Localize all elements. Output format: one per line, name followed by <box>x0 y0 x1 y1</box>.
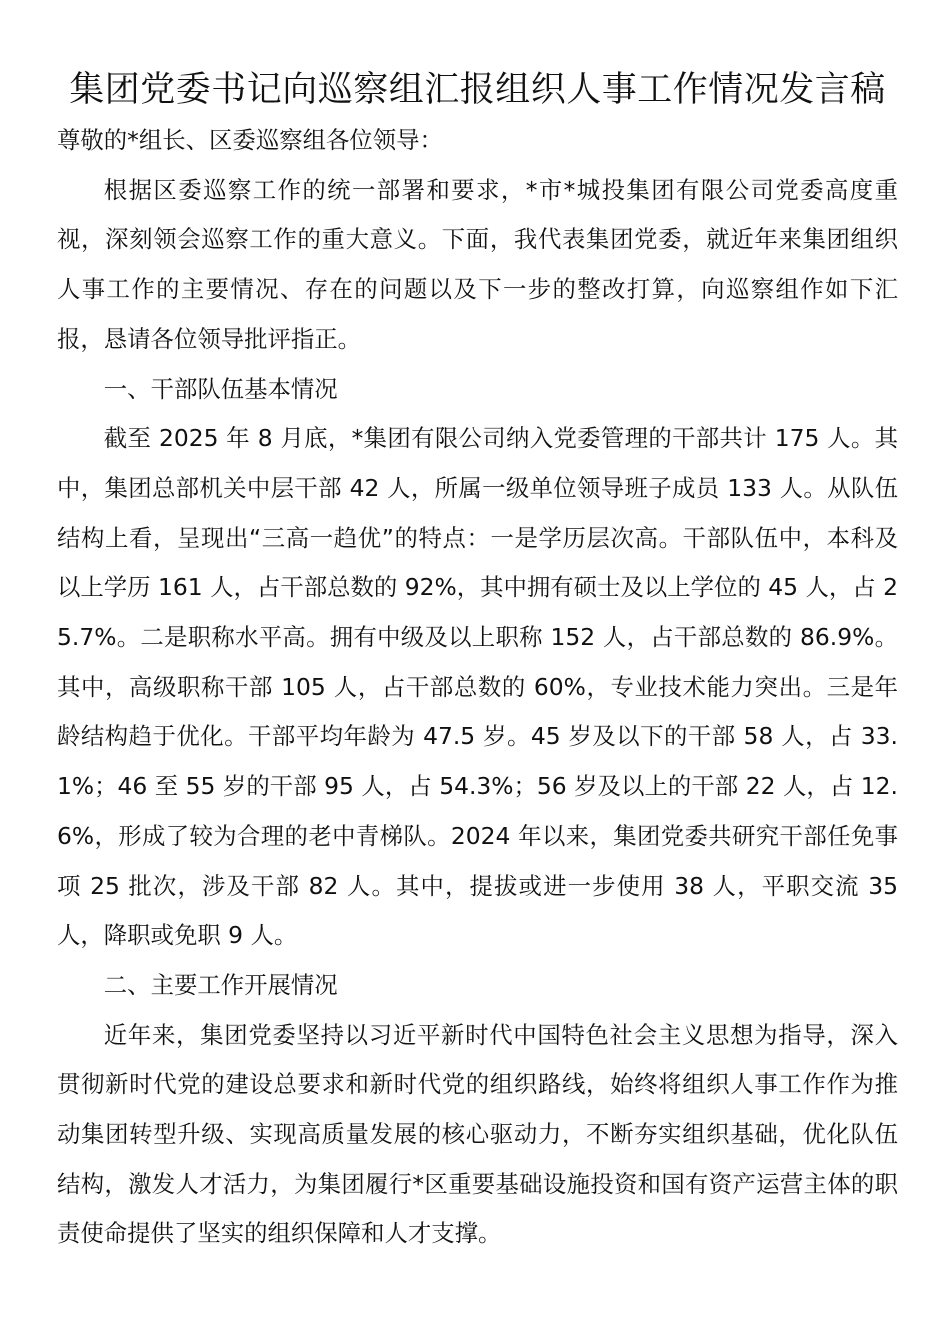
section-heading-main-work: 二、主要工作开展情况 <box>103 970 338 999</box>
document-title: 集团党委书记向巡察组汇报组织人事工作情况发言稿 <box>69 70 886 110</box>
section-paragraph-cadre-overview: 截至 2025 年 8 月底，*集团有限公司纳入党委管理的干部共计 175 人。其中，集团总部机关中层干部 42 人，所属一级单位领导班子成员 133 人。从队伍结构上看，呈现出“三高一趋优”的特点：一是学历层次高。干部队伍中，本科及以上学历 161 人，占干部总数的 92%，其中拥有硕士及以上学位的 45 人，占 25.7%。二是职称水平高。拥有中级及以上职称 152 人，占干部总数的 86.9%。其中，高级职称干部 105 人，占干部总数的 60%，专业技术能力突出。三是年龄结构趋于优化。干部平均年龄为 47.5 岁。45 岁及以下的干部 58 人，占 33.1%；46 至 55 岁的干部 95 人，占 54.3%；56 岁及以上的干部 22 人，占 12.6%，形成了较为合理的老中青梯队。2024 年以来，集团党委共研究干部任免事项 25 批次，涉及干部 82 人。其中，提拔或进一步使用 38 人，平职交流 35 人，降职或免职 9 人。 <box>57 424 898 950</box>
intro-paragraph: 根据区委巡察工作的统一部署和要求，*市*城投集团有限公司党委高度重视，深刻领会巡察工作的重大意义。下面，我代表集团党委，就近年来集团组织人事工作的主要情况、存在的问题以及下一步的整改打算，向巡察组作如下汇报，恳请各位领导批评指正。 <box>57 175 898 353</box>
salutation: 尊敬的*组长、区委巡察组各位领导： <box>57 126 443 154</box>
section-heading-cadre-overview: 一、干部队伍基本情况 <box>103 374 338 403</box>
section-paragraph-main-work: 近年来，集团党委坚持以习近平新时代中国特色社会主义思想为指导，深入贯彻新时代党的建设总要求和新时代党的组织路线，始终将组织人事工作作为推动集团转型升级、实现高质量发展的核心驱动力，不断夯实组织基础，优化队伍结构，激发人才活力，为集团履行*区重要基础设施投资和国有资产运营主体的职责使命提供了坚实的组织保障和人才支撑。 <box>57 1020 898 1248</box>
